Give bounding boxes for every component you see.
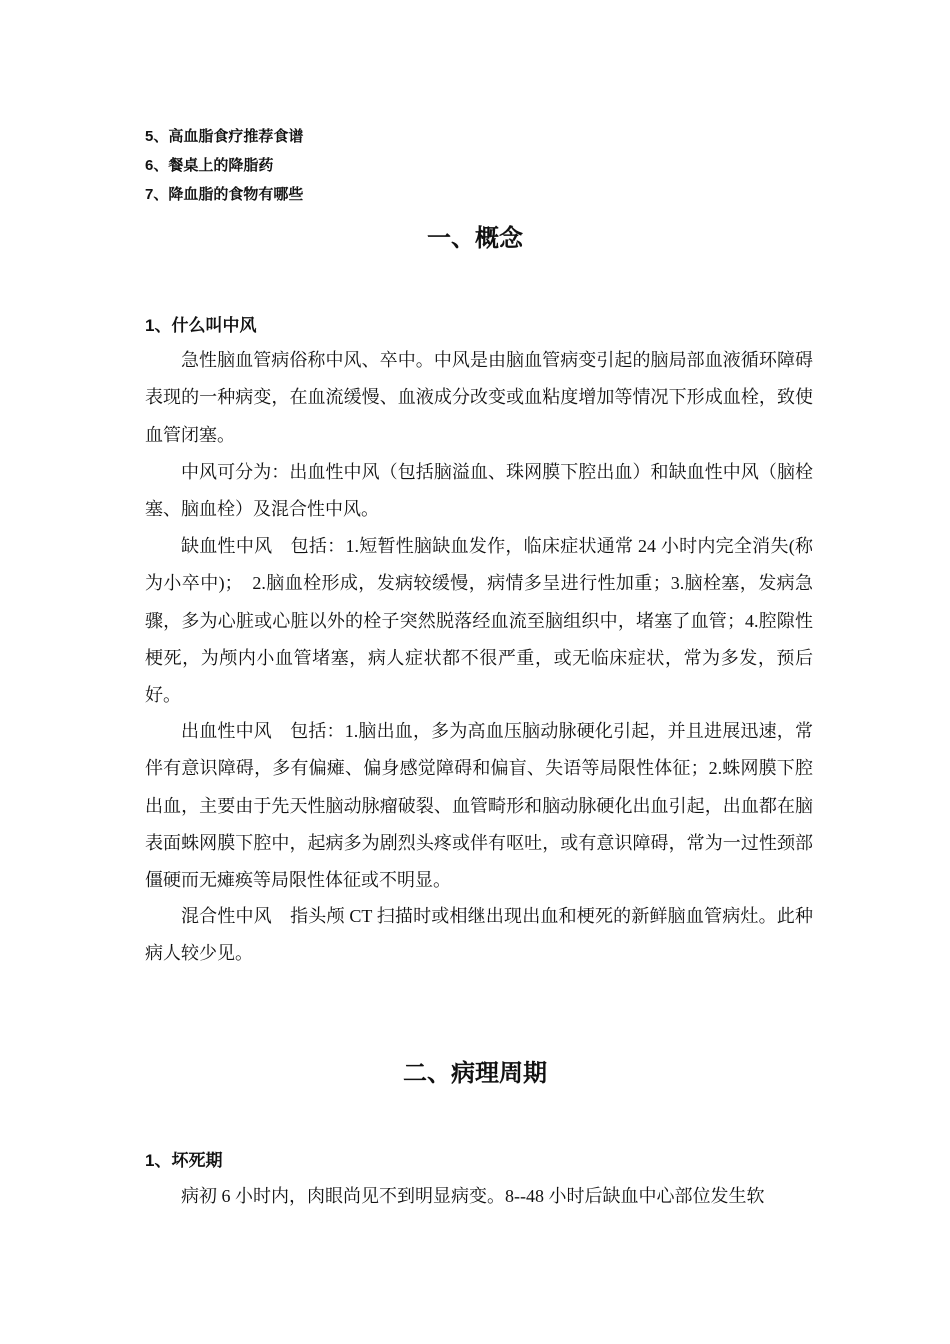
body-paragraph: 出血性中风 包括：1.脑出血，多为高血压脑动脉硬化引起，并且进展迅速，常伴有意识障碍，多有偏瘫、偏身感觉障碍和偏盲、失语等局限性体征；2.蛛网膜下腔出血，主要由于先天性脑动脉瘤破裂、血管畸形和脑动脉硬化出血引起，出血都在脑表面蛛网膜下腔中，起病多为剧烈头疼或伴有呕吐，或有意识障碍，常为一过性颈部僵硬而无瘫痪等局限性体征或不明显。 [145, 721, 813, 891]
section-title: 一、概念 [427, 225, 523, 252]
subsection-heading: 1、什么叫中风 [145, 316, 257, 335]
body-paragraph: 中风可分为：出血性中风（包括脑溢血、珠网膜下腔出血）和缺血性中风（脑栓塞、脑血栓）及混合性中风。 [145, 462, 813, 520]
body-paragraph: 混合性中风 指头颅 CT 扫描时或相继出现出血和梗死的新鲜脑血管病灶。此种病人较少见。 [145, 906, 813, 964]
subsection-heading: 1、坏死期 [145, 1151, 223, 1170]
toc-item: 6、餐桌上的降脂药 [145, 157, 274, 174]
body-paragraph: 缺血性中风 包括：1.短暂性脑缺血发作，临床症状通常 24 小时内完全消失(称为小卒中)； 2.脑血栓形成，发病较缓慢，病情多呈进行性加重；3.脑栓塞，发病急骤，多为心脏或心脏以外的栓子突然脱落经血流至脑组织中，堵塞了血管；4.腔隙性梗死，为颅内小血管堵塞，病人症状都不很严重，或无临床症状，常为多发，预后好。 [145, 536, 813, 706]
body-paragraph: 急性脑血管病俗称中风、卒中。中风是由脑血管病变引起的脑局部血液循环障碍表现的一种病变，在血流缓慢、血液成分改变或血粘度增加等情况下形成血栓，致使血管闭塞。 [145, 350, 813, 445]
toc-item: 5、高血脂食疗推荐食谱 [145, 128, 304, 145]
toc-item: 7、降血脂的食物有哪些 [145, 186, 304, 203]
section-title: 二、病理周期 [403, 1060, 547, 1087]
body-paragraph: 病初 6 小时内，肉眼尚见不到明显病变。8--48 小时后缺血中心部位发生软 [181, 1186, 765, 1206]
